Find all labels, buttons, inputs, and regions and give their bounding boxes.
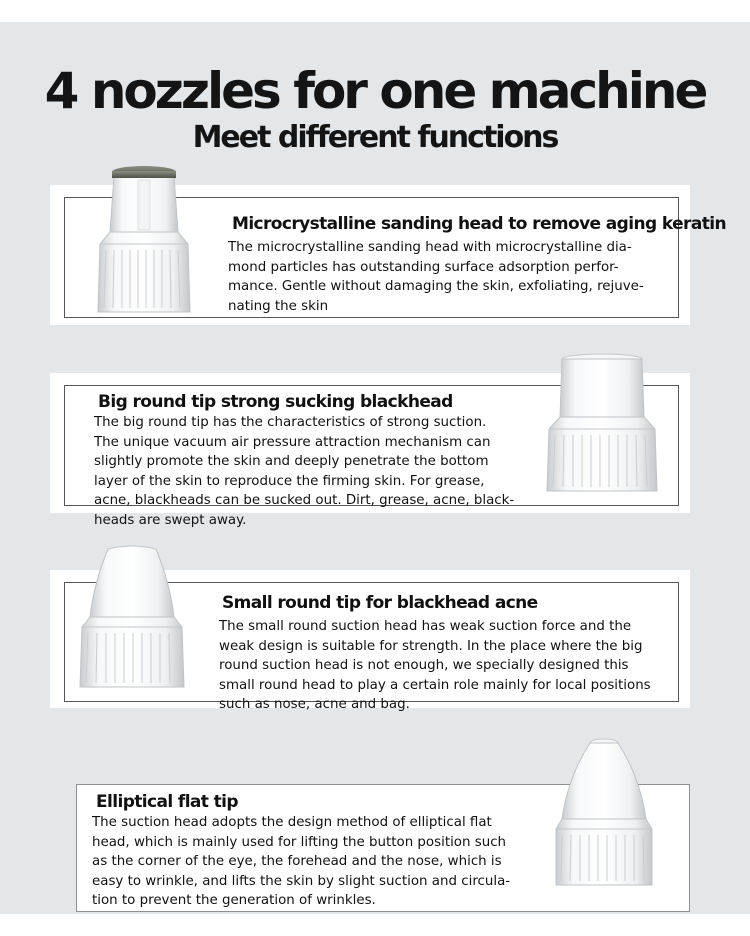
feature-description-2: The big round tip has the characteristics of strong suction. The unique vacuum air pressure attraction mechanism can slightly promote the skin and deeply penetrate the bottom layer of the skin to reproduce the firming skin. For grease, acne, blackheads can be sucked out. Dirt, grease, acne, black- heads are swept away. (94, 415, 515, 528)
feature-heading-4: Elliptical flat tip (96, 792, 238, 812)
feature-heading-2: Big round tip strong sucking blackhead (98, 392, 453, 412)
sanding-head-nozzle-image (92, 162, 196, 317)
feature-description-4: The suction head adopts the design method of elliptical flat head, which is mainly used for lifting the button position such as the corner of the eye, the forehead and the nose, which is easy to wrinkle, and lifts the skin by slight suction and circula- tion to prevent the generation of wrinkles. (92, 815, 511, 909)
small-round-tip-nozzle-image (78, 543, 186, 691)
feature-description-1: The microcrystalline sanding head with microcrystalline dia- mond particles has outstanding surface adsorption perfor- mance. Gentle without damaging the skin, exfoliating, rejuve- nating the skin (228, 240, 644, 314)
page-subtitle: Meet different functions (192, 120, 558, 155)
feature-description-3: The small round suction head has weak suction force and the weak design is suitable for strength. In the place where the big round suction head is not enough, we specially designed this small round head to play a certain role mainly for local positions such as nose, acne and bag. (219, 619, 651, 713)
big-round-tip-nozzle-image (543, 353, 661, 495)
elliptical-flat-tip-nozzle-image (552, 737, 656, 889)
feature-heading-3: Small round tip for blackhead acne (222, 593, 538, 613)
page-title: 4 nozzles for one machine (44, 62, 706, 120)
feature-heading-1: Microcrystalline sanding head to remove aging keratin (232, 214, 726, 234)
